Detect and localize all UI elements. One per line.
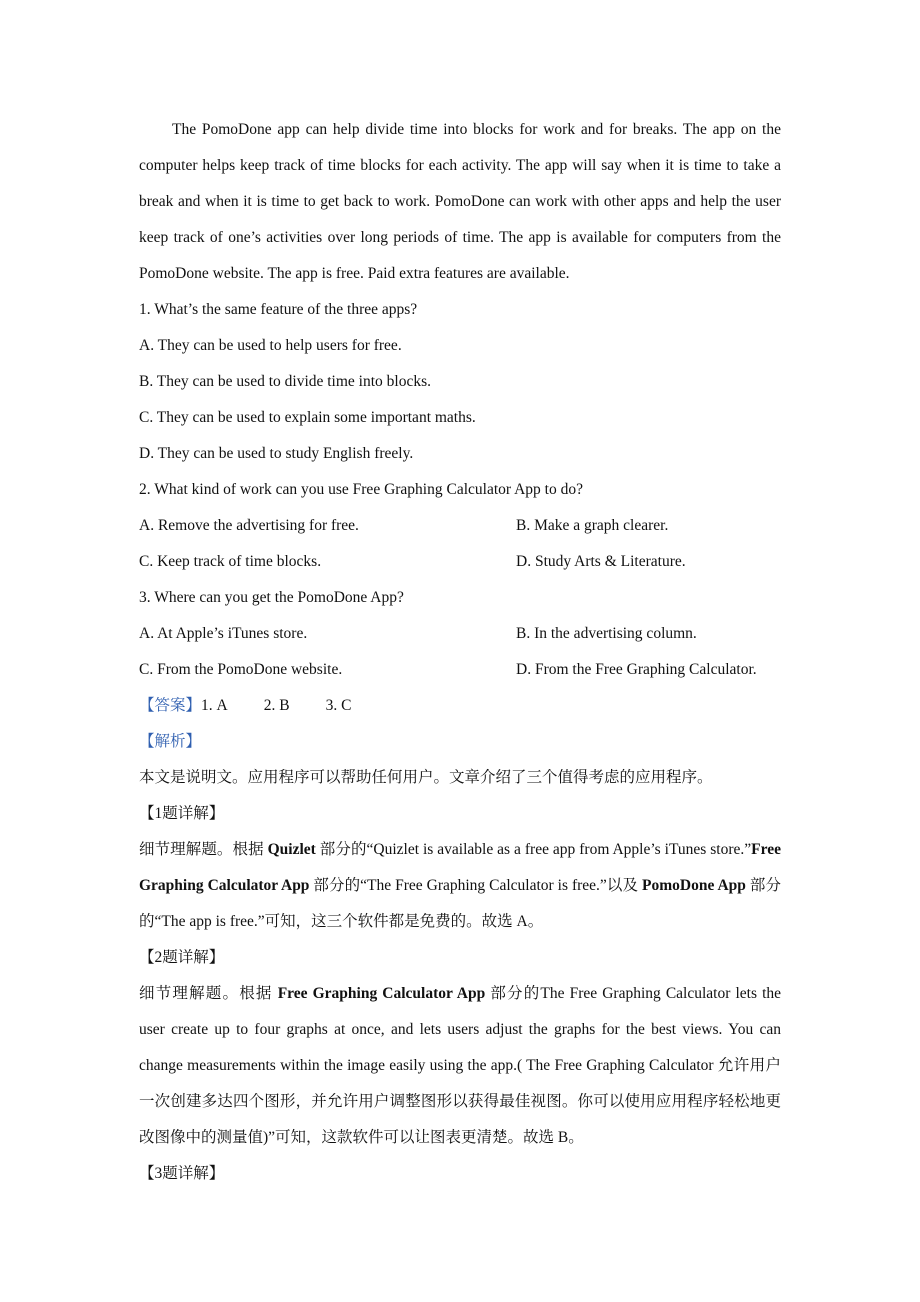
question-2-options-row-2	[139, 544, 781, 580]
analysis-label: 【解析】	[139, 733, 202, 750]
question-2-option-b: B. Make a graph clearer.	[516, 517, 669, 534]
q1-detail-text	[139, 832, 781, 940]
analysis-summary: 本文是说明文。应用程序可以帮助任何用户。文章介绍了三个值得考虑的应用程序。	[139, 769, 713, 786]
question-2-option-a: A. Remove the advertising for free.	[139, 517, 359, 534]
answer-item-3: 3. C	[325, 697, 352, 714]
answer-item-1: 1. A	[201, 697, 228, 714]
question-3-options-row-2	[139, 652, 781, 688]
q3-detail-heading: 【3题详解】	[139, 1165, 225, 1182]
question-2-stem: 2. What kind of work can you use Free Graphing Calculator App to do?	[139, 481, 583, 498]
answer-label: 【答案】	[139, 697, 202, 714]
question-3-stem: 3. Where can you get the PomoDone App?	[139, 589, 404, 606]
question-1-option-d: D. They can be used to study English freely.	[139, 445, 414, 462]
question-1-option-c: C. They can be used to explain some important maths.	[139, 409, 476, 426]
q2-detail-text	[139, 976, 781, 1156]
q2-text-2: 部分的The Free Graphing Calculator lets the user create up to four graphs at once, and lets users adjust the graphs for the best views. You can change measurements within the image easily using the app.( The Free Graphing Calculator 允许用户一次创建多达四个图形，并允许用户调整图形以获得最佳视图。你可以使用应用程序轻松地更改图像中的测量值)”可知，这款软件可以让图表更清楚。故选 B。	[139, 985, 782, 1146]
question-1-option-a: A. They can be used to help users for free.	[139, 337, 402, 354]
q1-text-1: 细节理解题。根据	[139, 841, 268, 858]
q2-text-1: 细节理解题。根据	[139, 985, 278, 1002]
q1-bold-calculator: Free Graphing Calculator App	[139, 841, 781, 894]
question-2-option-d: D. Study Arts & Literature.	[516, 553, 686, 570]
q1-detail-heading: 【1题详解】	[139, 805, 225, 822]
q2-detail-heading: 【2题详解】	[139, 949, 225, 966]
question-1-option-b: B. They can be used to divide time into blocks.	[139, 373, 432, 390]
q1-text-3: 部分的“The Free Graphing Calculator is free.”以及	[309, 877, 643, 894]
question-3-option-d: D. From the Free Graphing Calculator.	[516, 661, 757, 678]
question-3-option-b: B. In the advertising column.	[516, 625, 697, 642]
q1-text-4: 部分的“The app is free.”可知，这三个软件都是免费的。故选 A。	[139, 877, 781, 930]
question-3-option-a: A. At Apple’s iTunes store.	[139, 625, 308, 642]
q1-text-2: 部分的“Quizlet is available as a free app from Apple’s iTunes store.”	[315, 841, 752, 858]
question-1-stem: 1. What’s the same feature of the three apps?	[139, 301, 418, 318]
q1-bold-quizlet: Quizlet	[267, 841, 316, 858]
document-page	[139, 112, 781, 1192]
q1-bold-pomodone: PomoDone App	[642, 877, 746, 894]
q2-bold-calculator: Free Graphing Calculator App	[277, 985, 486, 1002]
passage-paragraph: The PomoDone app can help divide time into blocks for work and for breaks. The app on the computer helps keep track of time blocks for each activity. The app will say when it is time to take a break and when it is time to get back to work. PomoDone can work with other apps and help the user keep track of one’s activities over long periods of time. The app is available for computers from the PomoDone website. The app is free. Paid extra features are available.	[139, 121, 781, 282]
question-3-option-c: C. From the PomoDone website.	[139, 661, 343, 678]
question-2-options-row-1	[139, 508, 781, 544]
answer-line	[139, 688, 781, 724]
answer-item-2: 2. B	[263, 697, 290, 714]
question-3-options-row-1	[139, 616, 781, 652]
question-2-option-c: C. Keep track of time blocks.	[139, 553, 322, 570]
